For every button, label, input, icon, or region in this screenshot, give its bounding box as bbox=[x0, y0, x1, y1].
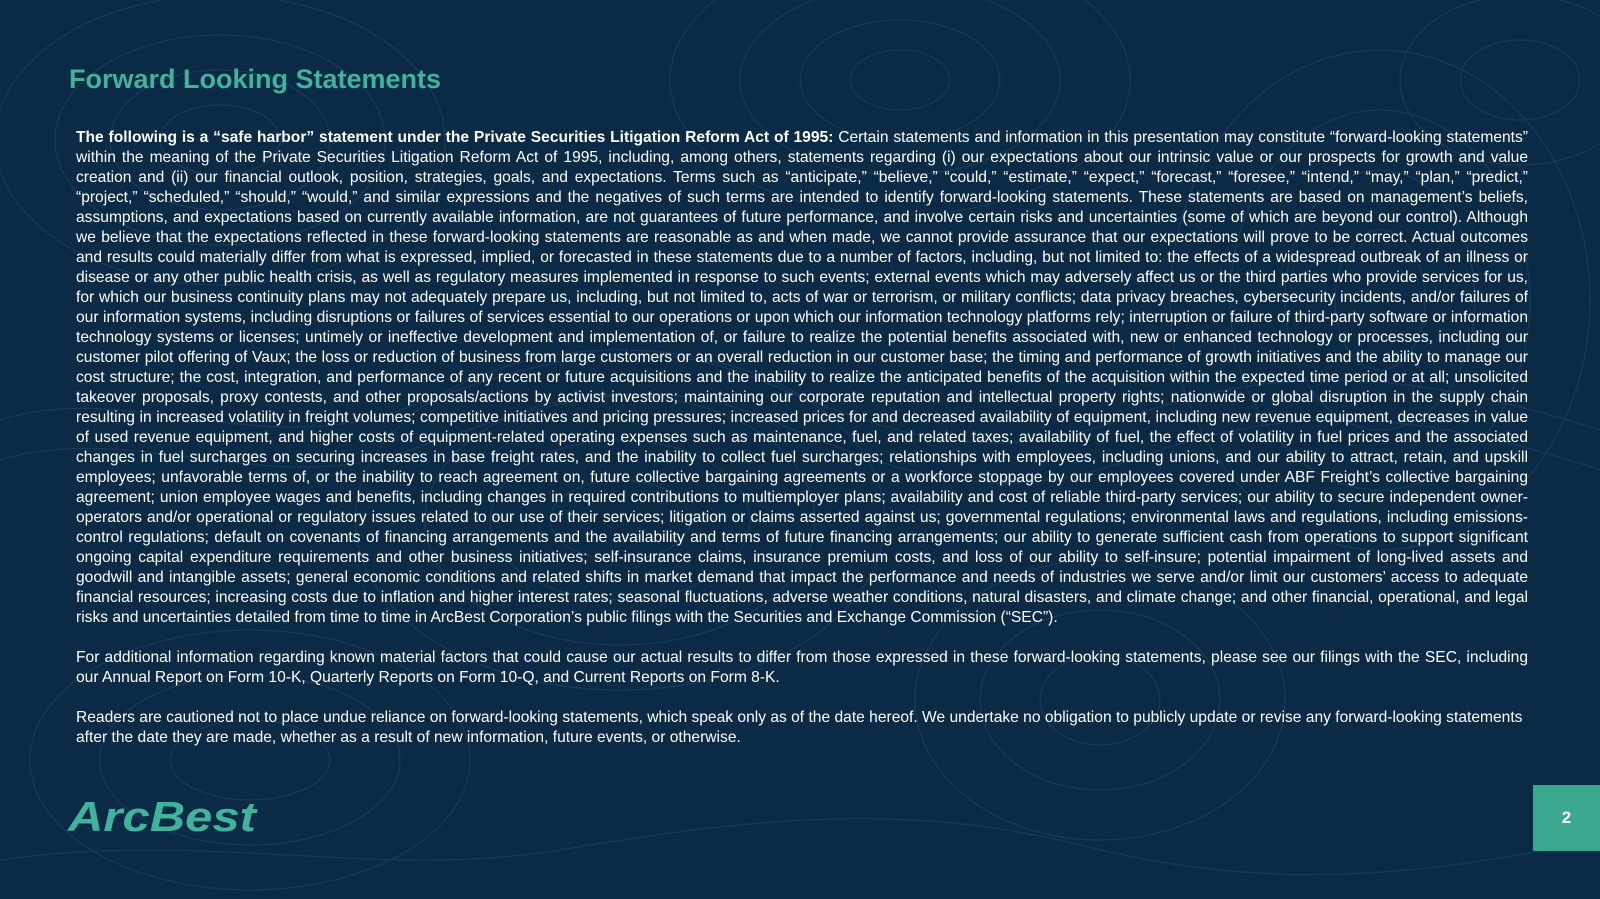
page-title: Forward Looking Statements bbox=[69, 64, 442, 94]
caution-paragraph: Readers are cautioned not to place undue reliance on forward-looking statements, which speak only as of the date hereof. We undertake no obligation to publicly update or revise any forward-looking statements after the date they are made, whether as a result of new information, future events, or otherwise. bbox=[76, 709, 1523, 746]
page-number-box bbox=[1533, 785, 1600, 851]
safe-harbor-body: Certain statements and information in this presentation may constitute “forward-looking statements” within the meaning of the Private Securities Litigation Reform Act of 1995, including, among others, statements regarding (i) our expectations about our intrinsic value or our prospects for growth and value creation and (ii) our financial outlook, position, strategies, goals, and expectations. Terms such as “anticipate,” “believe,” “could,” “estimate,” “expect,” “forecast,” “foresee,” “intend,” “may,” “plan,” “predict,” “project,” “scheduled,” “should,” “would,” and similar expressions and the negatives of such terms are intended to identify forward-looking statements. These statements are based on management’s beliefs, assumptions, and expectations based on currently available information, are not guarantees of future performance, and involve certain risks and uncertainties (some of which are beyond our control). Although we believe that the expectations reflected in these forward-looking statements are reasonable as and when made, we cannot provide assurance that our expectations will prove to be correct. Actual outcomes and results could materially differ from what is expressed, implied, or forecasted in these statements due to a number of factors, including, but not limited to: the effects of a widespread outbreak of an illness or disease or any other public health crisis, as well as regulatory measures implemented in response to such events; external events which may adversely affect us or the third parties who provide services for us, for which our business continuity plans may not adequately prepare us, including, but not limited to, acts of war or terrorism, or military conflicts; data privacy breaches, cybersecurity incidents, and/or failures of our information systems, including disruptions or failures of services essential to our operations or upon which our information technology platforms rely; interruption or failure of third-party software or information technology systems or licenses; untimely or ineffective development and implementation of, or failure to realize the potential benefits associated with, new or enhanced technology or processes, including our customer pilot offering of Vaux; the loss or reduction of business from large customers or an overall reduction in our customer base; the timing and performance of growth initiatives and the ability to manage our cost structure; the cost, integration, and performance of any recent or future acquisitions and the inability to realize the anticipated benefits of the acquisition within the expected time period or at all; unsolicited takeover proposals, proxy contests, and other proposals/actions by activist investors; maintaining our corporate reputation and intellectual property rights; nationwide or global disruption in the supply chain resulting in increased volatility in freight volumes; competitive initiatives and pricing pressures; increased prices for and decreased availability of equipment, including new revenue equipment, decreases in value of used revenue equipment, and higher costs of equipment-related operating expenses such as maintenance, fuel, and related taxes; availability of fuel, the effect of volatility in fuel prices and the associated changes in fuel surcharges on securing increases in base freight rates, and the inability to collect fuel surcharges; relationships with employees, including unions, and our ability to attract, retain, and upskill employees; unfavorable terms of, or the inability to reach agreement on, future collective bargaining agreements or a workforce stoppage by our employees covered under ABF Freight’s collective bargaining agreement; union employee wages and benefits, including changes in required contributions to multiemployer plans; availability and cost of reliable third-party services; our ability to secure independent owner-operators and/or operational or regulatory issues related to our use of their services; litigation or claims asserted against us; governmental regulations; environmental laws and regulations, including emissions-control regulations; default on covenants of financing arrangements and the availability and terms of future financing arrangements; our ability to generate sufficient cash from operations to support significant ongoing capital expenditure requirements and other business initiatives; self-insurance claims, insurance premium costs, and loss of our ability to self-insure; potential impairment of long-lived assets and goodwill and intangible assets; general economic conditions and related shifts in market demand that impact the performance and needs of industries we serve and/or limit our customers’ access to adequate financial resources; increasing costs due to inflation and higher interest rates; seasonal fluctuations, adverse weather conditions, natural disasters, and climate change; and other financial, operational, and legal risks and uncertainties detailed from time to time in ArcBest Corporation’s public filings with the Securities and Exchange Commission (“SEC”). bbox=[76, 129, 1528, 626]
safe-harbor-paragraph bbox=[76, 128, 1528, 628]
arcbest-logo bbox=[66, 795, 261, 839]
logo-text: ArcBest bbox=[66, 795, 259, 839]
page-number: 2 bbox=[1561, 808, 1572, 827]
additional-info-paragraph: For additional information regarding known material factors that could cause our actual results to differ from those expressed in these forward-looking statements, please see our filings with the SEC, including our Annual Report on Form 10-K, Quarterly Reports on Form 10-Q, and Current Reports on Form 8-K. bbox=[76, 649, 1528, 686]
disclaimer-text bbox=[76, 128, 1528, 748]
safe-harbor-heading: The following is a “safe harbor” statement under the Private Securities Litigation Reform Act of 1995: bbox=[76, 129, 834, 146]
